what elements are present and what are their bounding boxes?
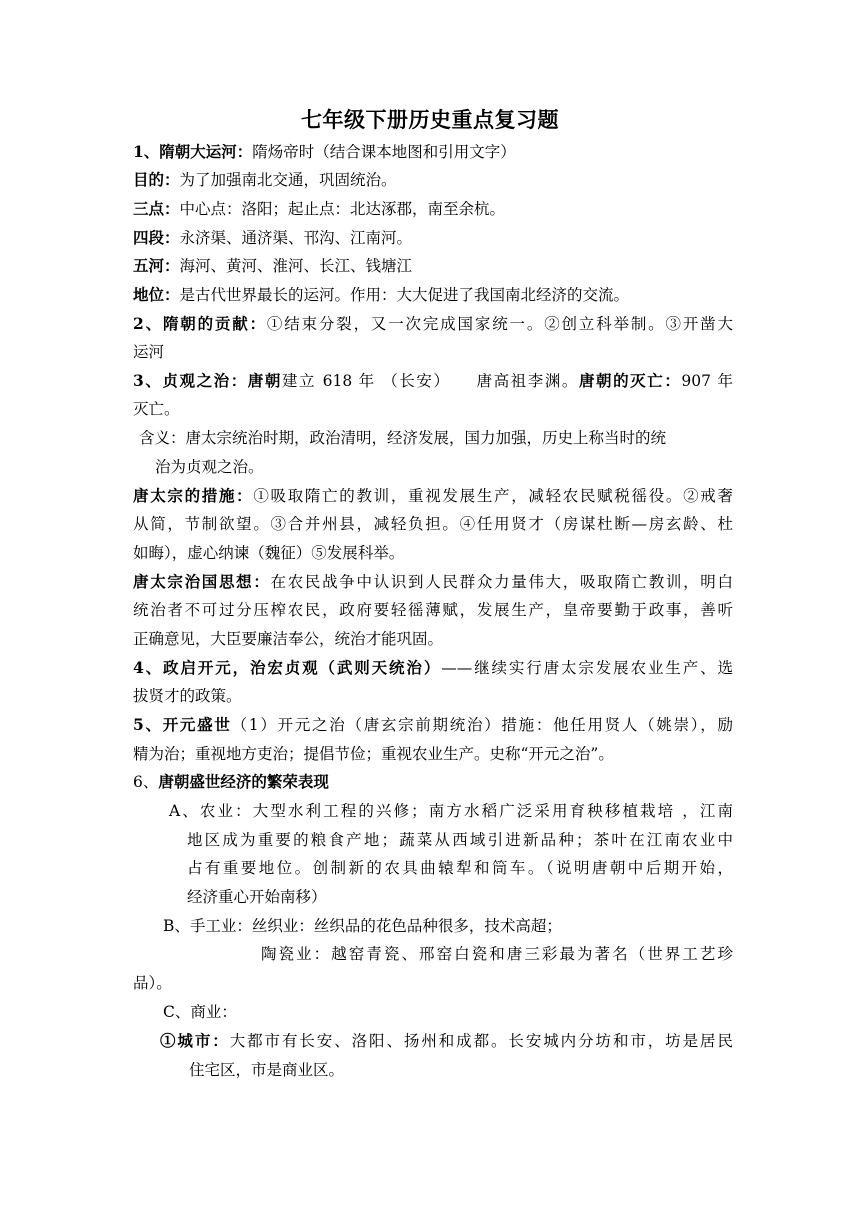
thought-line-1: 唐太宗治国思想：在农民战争中认识到人民群众力量伟大，吸取隋亡教训，明白 xyxy=(133,572,733,591)
section-3-line-2: 灭亡。 xyxy=(133,400,180,418)
three-points-line: 三点：中心点：洛阳；起止点：北达涿郡，南至余杭。 xyxy=(133,199,506,218)
section-5-line-2: 精为治；重视地方吏治；提倡节俭；重视农业生产。史称“开元之治”。 xyxy=(133,745,614,763)
section-4-line-1: 4、政启开元，治宏贞观（武则天统治）——继续实行唐太宗发展农业生产、选 xyxy=(133,658,733,677)
section-5-line-1: 5、开元盛世（1）开元之治（唐玄宗前期统治）措施：他任用贤人（姚崇），励 xyxy=(133,715,733,734)
agriculture-line-1: A、农业：大型水利工程的兴修；南方水稻广泛采用育秧移植栽培 ，江南 xyxy=(169,802,733,820)
city-line-1: ①城市：大都市有长安、洛阳、扬州和成都。长安城内分坊和市，坊是居民 xyxy=(160,1031,733,1050)
four-sections-line: 四段：永济渠、通济渠、邗沟、江南河。 xyxy=(133,228,413,247)
agriculture-line-3: 占有重要地位。创制新的农具曲辕犁和筒车。（说明唐朝中后期开始， xyxy=(187,859,733,877)
meaning-line-1: 含义：唐太宗统治时期，政治清明，经济发展，国力加强，历史上称当时的统 xyxy=(139,429,667,447)
measures-line-3: 如晦），虚心纳谏（魏征）⑤发展科举。 xyxy=(133,544,405,562)
handicraft-line-2: 陶瓷业：越窑青瓷、邢窑白瓷和唐三彩最为著名（世界工艺珍 xyxy=(261,945,733,963)
city-line-2: 住宅区，市是商业区。 xyxy=(189,1061,345,1079)
commerce-line: C、商业： xyxy=(163,1003,237,1021)
measures-line-2: 从简，节制欲望。③合并州县，减轻负担。④任用贤才（房谋杜断—房玄龄、杜 xyxy=(133,515,733,533)
thought-line-2: 统治者不可过分压榨农民，政府要轻徭薄赋，发展生产，皇帝要勤于政事，善听 xyxy=(133,601,733,619)
purpose-line: 目的：为了加强南北交通，巩固统治。 xyxy=(133,170,397,189)
handicraft-line-1: B、手工业：丝织业：丝织品的花色品种很多，技术高超； xyxy=(163,917,562,935)
handicraft-line-3: 品）。 xyxy=(133,974,172,992)
agriculture-line-2: 地区成为重要的粮食产地；蔬菜从西域引进新品种；茶叶在江南农业中 xyxy=(187,831,733,849)
agriculture-line-4: 经济重心开始南移） xyxy=(187,888,327,906)
status-line: 地位：是古代世界最长的运河。作用：大大促进了我国南北经济的交流。 xyxy=(133,285,630,304)
section-2-line-1: 2、隋朝的贡献：①结束分裂，又一次完成国家统一。②创立科举制。③开凿大 xyxy=(133,314,733,333)
section-6-heading: 6、唐朝盛世经济的繁荣表现 xyxy=(133,772,329,791)
page-title: 七年级下册历史重点复习题 xyxy=(301,107,559,132)
measures-line-1: 唐太宗的措施：①吸取隋亡的教训，重视发展生产，减轻农民赋税徭役。②戒奢 xyxy=(133,486,733,505)
section-4-line-2: 拔贤才的政策。 xyxy=(133,687,242,705)
meaning-line-2: 治为贞观之治。 xyxy=(155,458,264,476)
five-rivers-line: 五河：海河、黄河、淮河、长江、钱塘江 xyxy=(133,256,413,275)
section-2-line-2: 运河 xyxy=(133,343,165,361)
thought-line-3: 正确意见，大臣要廉洁奉公，统治才能巩固。 xyxy=(133,630,444,648)
section-1-heading: 1、隋朝大运河：隋炀帝时（结合课本地图和引用文字） xyxy=(133,142,516,161)
section-3-line-1: 3、贞观之治：唐朝建立 618 年 （长安） 唐高祖李渊。唐朝的灭亡：907 年 xyxy=(133,371,733,390)
